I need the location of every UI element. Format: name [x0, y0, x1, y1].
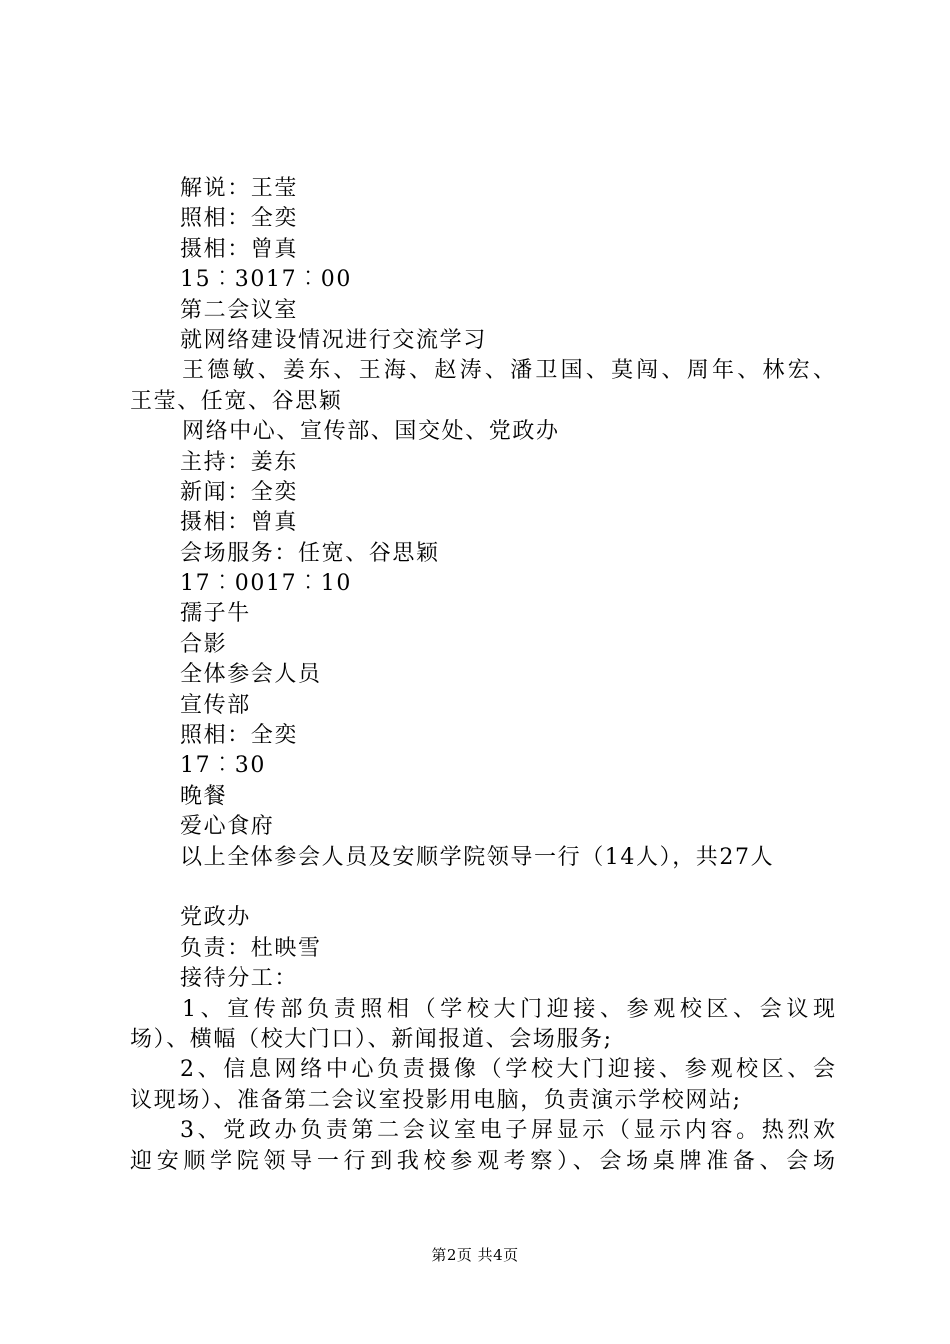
text-line-photo-2: 照相：全奕 [180, 723, 299, 749]
text-line-participants-2: 全体参会人员 [180, 662, 322, 688]
text-line-activity-3: 晚餐 [180, 783, 228, 809]
text-line-participants-3: 以上全体参会人员及安顺学院领导一行（14人），共27人 [180, 844, 775, 870]
text-line-department-2: 宣传部 [180, 692, 251, 718]
text-line-department-3: 党政办 [180, 905, 251, 931]
text-line-division-1: 1、宣传部负责照相（学校大门迎接、参观校区、会议现 [182, 996, 835, 1022]
text-line-division-2-cont: 议现场）、准备第二会议室投影用电脑，负责演示学校网站; [130, 1087, 742, 1113]
text-line-host: 主持：姜东 [180, 449, 299, 475]
text-line-division-3-cont: 迎安顺学院领导一行到我校参观考察）、会场桌牌准备、会场 [130, 1148, 835, 1174]
blank-line [130, 873, 835, 903]
text-line-division-heading: 接待分工： [180, 966, 299, 992]
text-line-news: 新闻：全奕 [180, 479, 299, 505]
text-line-time: 15︰3017︰00 [180, 267, 352, 293]
text-line-departments: 网络中心、宣传部、国交处、党政办 [182, 419, 560, 445]
text-line-photo: 照相：全奕 [180, 206, 299, 232]
text-line-service: 会场服务：任宽、谷思颖 [180, 540, 440, 566]
text-line-time-2: 17︰0017︰10 [180, 571, 352, 597]
text-line-video-2: 摄相：曾真 [180, 510, 299, 536]
text-line-division-3: 3、党政办负责第二会议室电子屏显示（显示内容。热烈欢 [180, 1118, 835, 1144]
text-line-activity-2: 合影 [180, 631, 228, 657]
text-line-activity: 就网络建设情况进行交流学习 [180, 327, 487, 353]
text-line-time-3: 17︰30 [180, 753, 266, 779]
text-line-venue-2: 孺子牛 [180, 601, 251, 627]
text-line-participants: 王德敏、姜东、王海、赵涛、潘卫国、莫闯、周年、林宏、 [182, 358, 835, 384]
text-line-division-2: 2、信息网络中心负责摄像（学校大门迎接、参观校区、会 [180, 1057, 835, 1083]
document-body [130, 174, 835, 1177]
text-line-narrator: 解说：王莹 [180, 176, 299, 201]
text-line-participants-cont: 王莹、任宽、谷思颖 [130, 388, 343, 414]
text-line-responsible: 负责：杜映雪 [180, 935, 322, 961]
text-line-venue: 第二会议室 [180, 297, 299, 323]
text-line-venue-3: 爱心食府 [180, 814, 275, 840]
text-line-division-1-cont: 场）、横幅（校大门口）、新闻报道、会场服务; [130, 1026, 613, 1052]
page-footer: 第2页 共4页 [431, 1246, 519, 1264]
text-line-video: 摄相：曾真 [180, 236, 299, 262]
